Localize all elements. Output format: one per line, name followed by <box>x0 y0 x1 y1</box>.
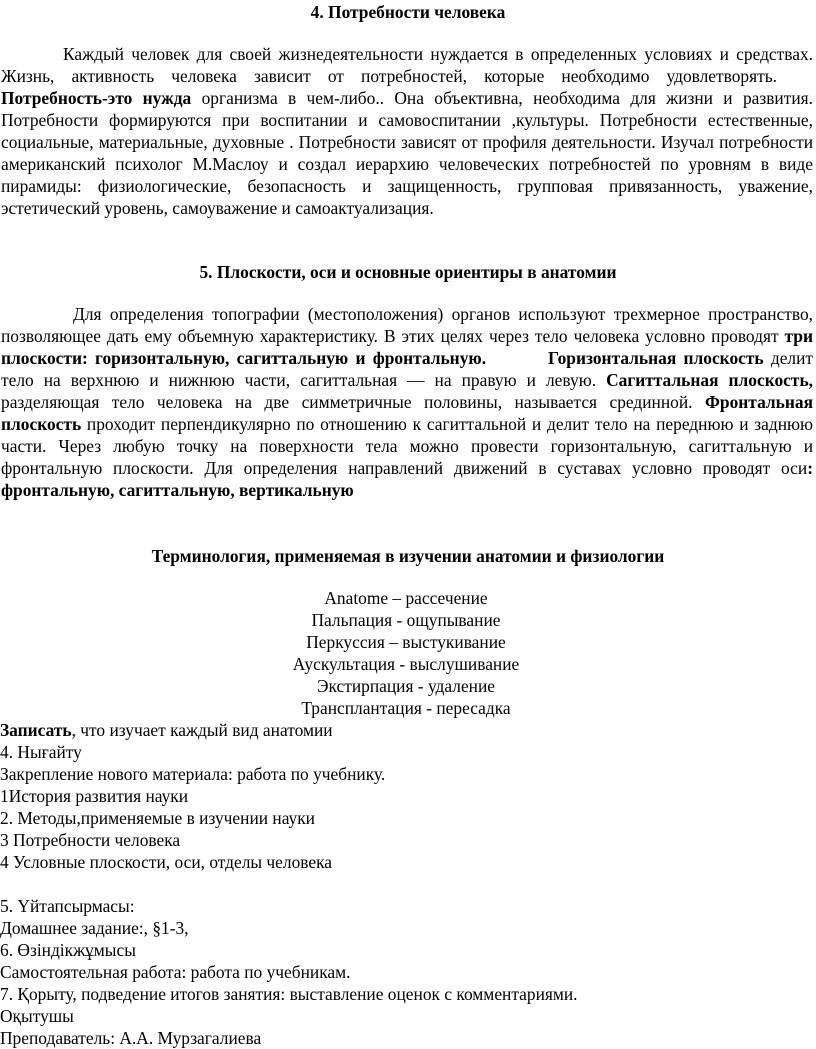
line-homework-kz: 5. Үйтапсырмасы: <box>0 896 135 916</box>
s5-text-4: проходит перпендикулярно по отношению к сагиттальной и делит тело на переднюю и заднюю части. Через любую точку на поверхности тела можно провести горизонтальную, сагиттальную и фронтальную плоскости. Для определения направлений движений в суставах условно проводят оси <box>1 414 813 478</box>
line-topic-1: 1История развития науки <box>0 786 189 806</box>
section-5-paragraph <box>0 303 816 501</box>
line-selfwork-kz: 6. Өзіндікжұмысы <box>0 940 136 960</box>
s4-text-2: организма в чем-либо.. Она объективна, необходима для жизни и развития. Потребности формируются при воспитании и самовоспитании ,культуры. Потребности естественные, социальные, материальные, духовные . Потребности зависят от профиля деятельности. Изучал потребности американский психолог М.Маслоу и создал иерархию человеческих потребностей по уровням в виде пирамиды: физиологические, безопасность и защищенность, групповая привязанность, уважение, эстетический уровень, самоуважение и самоактуализация. <box>1 88 813 218</box>
term-item: Аускультация - выслушивание <box>292 654 520 674</box>
section-4-paragraph <box>0 43 816 219</box>
line-homework-ru: Домашнее задание:, §1-3, <box>0 918 189 938</box>
lesson-lines <box>0 719 812 1049</box>
write-line <box>0 719 812 741</box>
term-item: Пальпация - ощупывание <box>311 610 501 630</box>
line-summary: 7. Қорыту, подведение итогов занятия: выставление оценок с комментариями. <box>0 984 578 1004</box>
s5-bold-3: Сагиттальная плоскость, <box>606 370 813 390</box>
s5-text-3: разделяющая тело человека на две симметричные половины, называется срединной. <box>1 392 705 412</box>
s5-text-2: делит тело на верхнюю и нижнюю части, сагиттальная — на правую и левую. <box>1 348 814 390</box>
write-bold: Записать <box>0 720 72 740</box>
term-item: Трансплантация - пересадка <box>301 698 511 718</box>
terms-title: Терминология, применяемая в изучении анатомии и физиологии <box>151 546 665 566</box>
term-item: Экстирпация - удаление <box>317 676 495 696</box>
term-item: Перкуссия – выстукивание <box>306 632 506 652</box>
line-selfwork-ru: Самостоятельная работа: работа по учебникам. <box>0 962 351 982</box>
term-item: Anatome – рассечение <box>324 588 488 608</box>
line-teacher-ru: Преподаватель: А.А. Мурзагалиева <box>0 1028 262 1048</box>
s5-bold-5: : фронтальную, сагиттальную, вертикальную <box>1 458 813 500</box>
s5-bold-1: три плоскости: горизонтальную, сагиттальную и фронтальную. <box>1 326 813 368</box>
line-topic-2: 2. Методы,применяемые в изучении науки <box>0 808 315 828</box>
s5-text-1: Для определения топографии (местоположения) органов используют трехмерное пространство, позволяющее дать ему объемную характеристику. В этих целях через тело человека условно проводят <box>1 304 813 346</box>
section-5-title: 5. Плоскости, оси и основные ориентиры в анатомии <box>199 262 617 282</box>
line-consolidation-ru: Закрепление нового материала: работа по учебнику. <box>0 764 386 784</box>
write-rest: , что изучает каждый вид анатомии <box>71 720 333 740</box>
s4-text-1: Каждый человек для своей жизнедеятельности нуждается в определенных условиях и средствах. Жизнь, активность человека зависит от потребностей, которые необходимо удовлетворять. <box>1 44 813 86</box>
s4-bold-1: Потребность-это нужда <box>1 88 192 108</box>
blank-line <box>0 873 812 895</box>
s5-bold-2: Горизонтальная плоскость <box>548 348 764 368</box>
s5-bold-4: Фронтальная плоскость <box>1 392 813 434</box>
line-teacher-kz: Оқытушы <box>0 1006 74 1026</box>
line-topic-4: 4 Условные плоскости, оси, отделы человека <box>0 852 333 872</box>
terms-list <box>0 587 812 719</box>
line-topic-3: 3 Потребности человека <box>0 830 181 850</box>
section-4-title: 4. Потребности человека <box>310 2 506 22</box>
line-consolidation: 4. Нығайту <box>0 742 82 762</box>
